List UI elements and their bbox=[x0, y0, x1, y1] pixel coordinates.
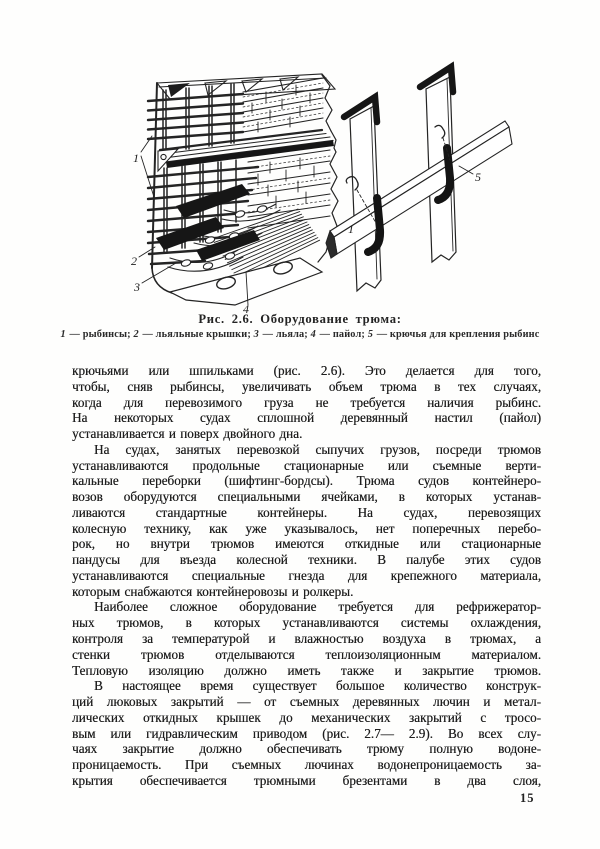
legend-key-4: 4 bbox=[310, 329, 316, 340]
legend-key-2: 2 bbox=[133, 329, 139, 340]
legend-text-2: — льяльные крышки; bbox=[139, 329, 254, 340]
legend-text-1: — рыбинсы; bbox=[66, 329, 134, 340]
figure-label-1-right: 1 bbox=[348, 222, 354, 236]
text-line: ных трюмов, в которых устанавливаются системы охлаждения, bbox=[72, 615, 541, 631]
figure-label-4: 4 bbox=[243, 302, 249, 315]
text-line: крытия обеспечивается трюмными брезентами в два слоя, bbox=[72, 772, 541, 788]
text-line: На некоторых судах сплошной деревянный настил (пайол) bbox=[72, 410, 541, 426]
page-number: 15 bbox=[520, 791, 535, 805]
figure-illustration bbox=[0, 0, 600, 315]
text-line: стенки трюмов отделываются теплоизоляционным материалом. bbox=[72, 646, 541, 662]
text-line: устанавливается и поверх двойного дна. bbox=[72, 426, 303, 442]
text-line: рок, но внутри трюмов имеются откидные или стационарные bbox=[72, 536, 541, 552]
legend-key-3: 3 bbox=[253, 329, 259, 340]
text-line: В настоящее время существует большое количество конструк- bbox=[94, 678, 541, 694]
text-line: лических откидных крышек до механических закрытий с тросо- bbox=[72, 709, 541, 725]
text-line: возов оборудуются специальными ячейками, в которых устанав- bbox=[72, 489, 541, 505]
text-line: когда для перевозимого груза не требуется наличия рыбинс. bbox=[72, 394, 541, 410]
legend-text-3: — льяла; bbox=[259, 329, 311, 340]
text-line: устанавливаются специальные гнезда для крепежного материала, bbox=[72, 567, 541, 583]
figure-label-3: 3 bbox=[134, 280, 140, 294]
text-line: крючьями или шпильками (рис. 2.6). Это делается для того, bbox=[72, 363, 541, 378]
legend-key-5: 5 bbox=[367, 329, 373, 340]
text-line: устанавливаются продольные стационарные или съемные верти- bbox=[72, 457, 541, 473]
legend-key-1: 1 bbox=[60, 329, 66, 340]
figure-label-5: 5 bbox=[475, 170, 481, 184]
text-line: Тепловую изоляцию должно иметь также и закрытие трюмов. bbox=[72, 662, 541, 678]
figure-label-2: 2 bbox=[131, 254, 137, 268]
batten-hooks-drawing bbox=[326, 67, 512, 291]
text-line: которым снабжаются контейнеровозы и ролкеры. bbox=[72, 583, 354, 599]
text-line: кальные переборки (шифтинг-бордсы). Трюма судов контейнеро- bbox=[72, 473, 541, 489]
text-line: колесную технику, как уже указывалось, нет поперечных перебо- bbox=[72, 520, 541, 536]
text-line: ливаются стандартные контейнеры. На судах, перевозящих bbox=[72, 504, 541, 520]
hold-cutaway-drawing bbox=[131, 74, 338, 315]
figure-label-1-left: 1 bbox=[133, 151, 139, 165]
legend-text-5: — крючья для крепления рыбинс bbox=[374, 329, 540, 340]
text-line: проницаемость. При съемных лючинах водонепроницаемость за- bbox=[72, 757, 541, 773]
figure-legend bbox=[30, 329, 570, 340]
text-line: вым или гидравлическим приводом (рис. 2.7— 2.9). Во всех слу- bbox=[72, 725, 541, 741]
text-line: пандусы для въезда колесной техники. В палубе этих судов bbox=[72, 552, 541, 568]
text-line: чаях закрытие должно обеспечивать трюму полную водоне- bbox=[72, 741, 541, 757]
body-text bbox=[72, 363, 541, 789]
legend-text-4: — пайол; bbox=[316, 329, 368, 340]
text-line: Наиболее сложное оборудование требуется для рефрижератор- bbox=[94, 599, 541, 615]
text-line: контроля за температурой и влажностью воздуха в трюмах, а bbox=[72, 631, 541, 647]
text-line: ций люковых закрытий — от съемных деревянных лючин и метал- bbox=[72, 694, 541, 710]
text-line: На судах, занятых перевозкой сыпучих грузов, посреди трюмов bbox=[94, 441, 541, 457]
text-line: чтобы, сняв рыбинсы, увеличивать объем трюма в тех случаях, bbox=[72, 378, 541, 394]
figure-caption: Рис. 2.6. Оборудование трюма: bbox=[198, 312, 402, 326]
